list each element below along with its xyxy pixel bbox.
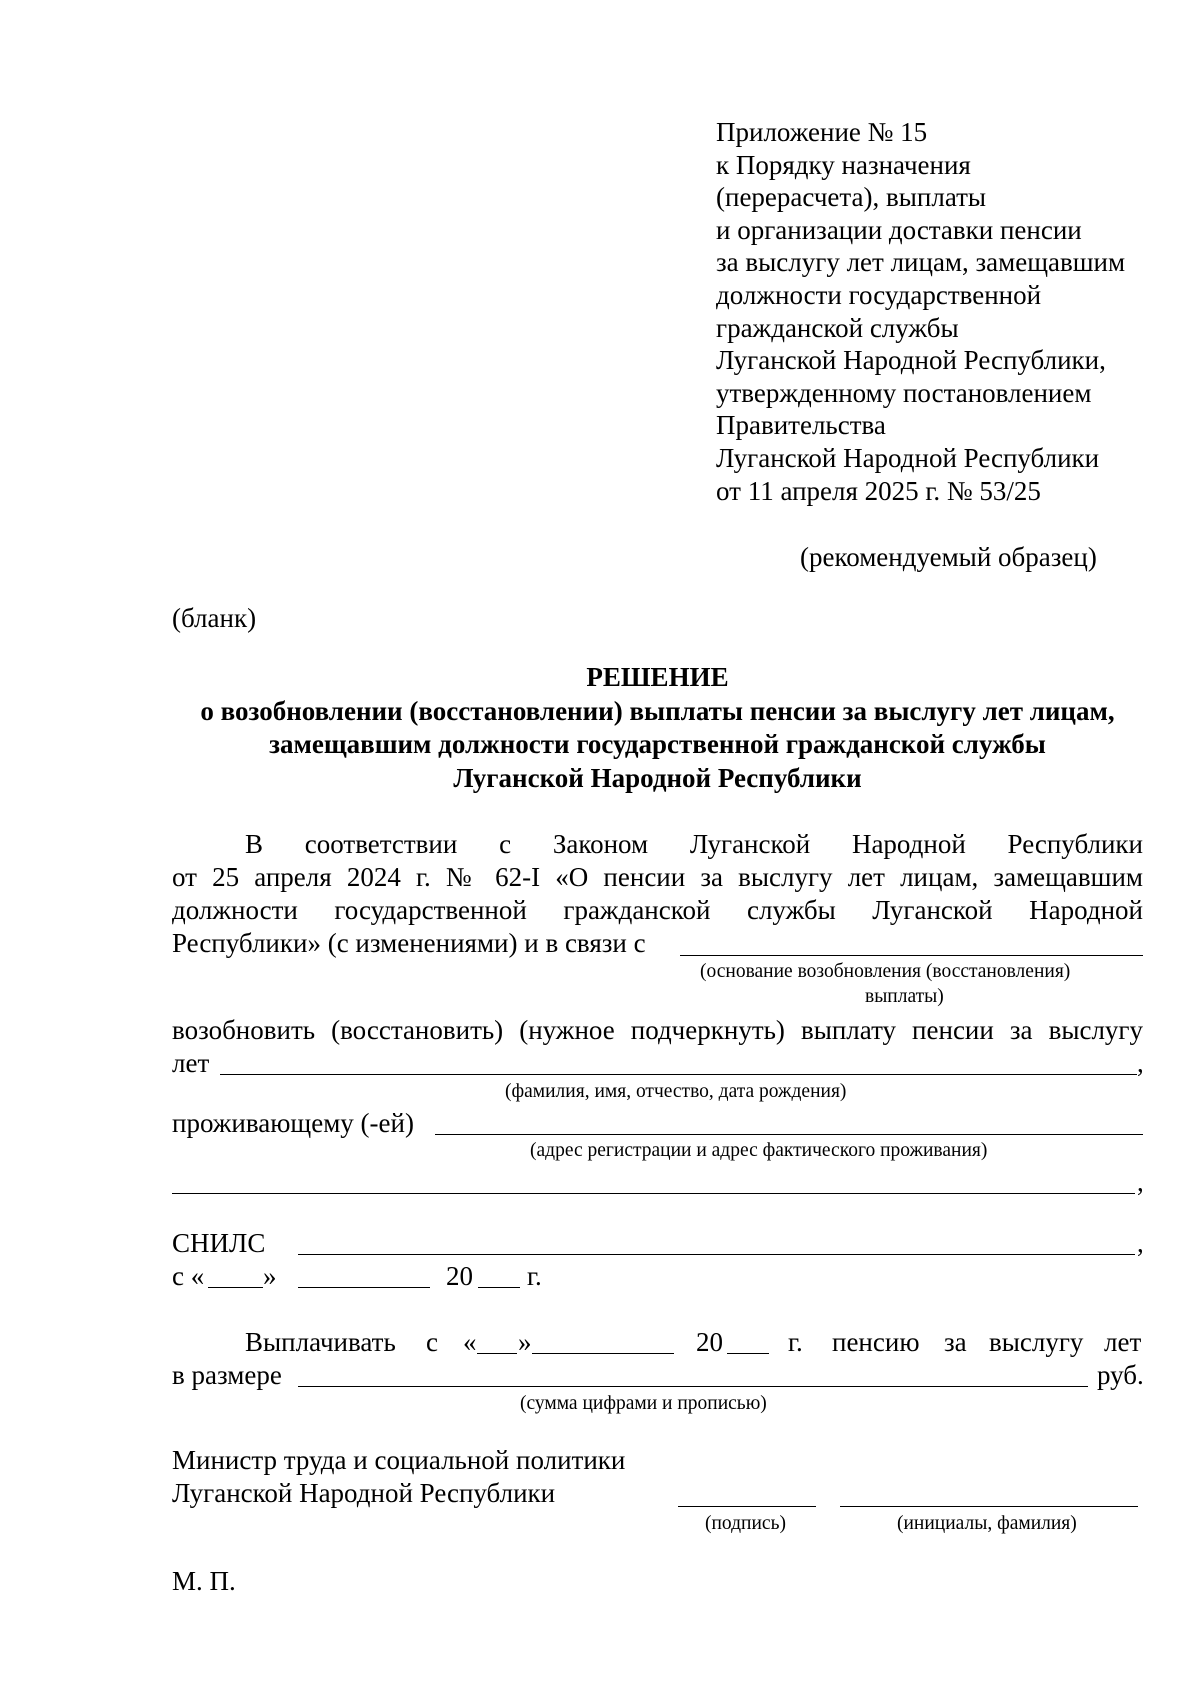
hint-basis: выплаты) (865, 986, 944, 1007)
signer-position: Министр труда и социальной политики (172, 1445, 626, 1475)
annex-line: к Порядку назначения (716, 149, 971, 180)
pay-word: пенсию (832, 1327, 920, 1357)
annex-line: (перерасчета), выплаты (716, 182, 987, 213)
annex-line: и организации доставки пенсии (716, 214, 1082, 245)
paragraph-line: от 25 апреля 2024 г. № 62-I «О пенсии за выслугу лет лицам, замещавшим (172, 862, 1143, 892)
annex-line: утвержденному постановлением (716, 377, 1092, 408)
pay-word: г. (788, 1327, 803, 1357)
annex-line: от 11 апреля 2025 г. № 53/25 (716, 475, 1041, 506)
pay-month-blank-line (532, 1353, 674, 1354)
stamp-place: М. П. (172, 1566, 236, 1596)
paragraph-line: В соответствии с Законом Луганской Народной Республики (245, 829, 1143, 859)
annex-line: гражданской службы (716, 312, 959, 343)
document-subtitle-line: замещавшим должности государственной гражданской службы (269, 729, 1046, 759)
annex-line: Луганской Народной Республики, (716, 345, 1106, 376)
hint-address: (адрес регистрации и адрес фактического проживания) (530, 1140, 988, 1161)
quote-close: » (263, 1261, 277, 1291)
pay-word: с (426, 1327, 438, 1357)
annex-line: Луганской Народной Республики (716, 442, 1100, 473)
residing-label: проживающему (-ей) (172, 1108, 414, 1138)
basis-blank-line (680, 955, 1143, 956)
signature-blank-line (678, 1506, 816, 1507)
initials-blank-line (840, 1506, 1138, 1507)
hint-amount: (сумма цифрами и прописью) (520, 1393, 767, 1414)
month-blank-line (298, 1287, 430, 1288)
signer-position: Луганской Народной Республики (172, 1478, 556, 1508)
hint-sign: (подпись) (705, 1513, 786, 1534)
pay-day-blank-line (477, 1353, 517, 1354)
pay-word: выслугу (989, 1327, 1084, 1357)
year-blank-line (478, 1287, 520, 1288)
pay-word: Выплачивать (245, 1327, 396, 1357)
pay-word: за (944, 1327, 967, 1357)
day-blank-line (208, 1287, 263, 1288)
annex-line: Правительства (716, 410, 886, 441)
hint-initials: (инициалы, фамилия) (897, 1513, 1077, 1534)
pay-word: » (518, 1327, 532, 1357)
rub-label: руб. (1097, 1360, 1144, 1390)
amount-blank-line (298, 1386, 1088, 1387)
from-label: с « (172, 1261, 205, 1291)
comma: , (1137, 1228, 1144, 1258)
snils-blank-line (298, 1254, 1135, 1255)
paragraph-line: возобновить (восстановить) (нужное подчеркнуть) выплату пенсии за выслугу (172, 1015, 1143, 1045)
annex-line: за выслугу лет лицам, замещавшим (716, 247, 1126, 278)
document-subtitle-line: о возобновлении (восстановлении) выплаты пенсии за выслугу лет лицам, (200, 696, 1115, 726)
annex-line: Приложение № 15 (716, 117, 928, 147)
comma: , (1137, 1048, 1144, 1078)
pay-word: 20 (696, 1327, 723, 1357)
hint-basis: (основание возобновления (восстановления) (700, 961, 1071, 982)
paragraph-line: должности государственной гражданской службы Луганской Народной (172, 895, 1143, 925)
pay-word: лет (1104, 1327, 1142, 1357)
sample-note: (рекомендуемый образец) (800, 542, 1097, 572)
address-blank-line (435, 1134, 1143, 1135)
annex-line: должности государственной (716, 279, 1042, 310)
hint-name: (фамилия, имя, отчество, дата рождения) (505, 1081, 847, 1102)
annex-block (716, 116, 1176, 507)
name-blank-line (220, 1074, 1137, 1075)
document-title: РЕШЕНИЕ (586, 662, 729, 692)
address-blank-line-2 (172, 1193, 1135, 1194)
year-suffix: г. (527, 1261, 542, 1291)
paragraph-line: Республики» (с изменениями) и в связи с (172, 928, 646, 958)
years-label: лет (172, 1048, 210, 1078)
pay-word: « (463, 1327, 477, 1357)
document-subtitle-line: Луганской Народной Республики (453, 763, 862, 793)
amount-label: в размере (172, 1360, 282, 1390)
comma: , (1137, 1167, 1144, 1197)
snils-label: СНИЛС (172, 1228, 266, 1258)
pay-year-blank-line (727, 1353, 769, 1354)
year-prefix: 20 (446, 1261, 473, 1291)
blank-label: (бланк) (172, 603, 257, 633)
